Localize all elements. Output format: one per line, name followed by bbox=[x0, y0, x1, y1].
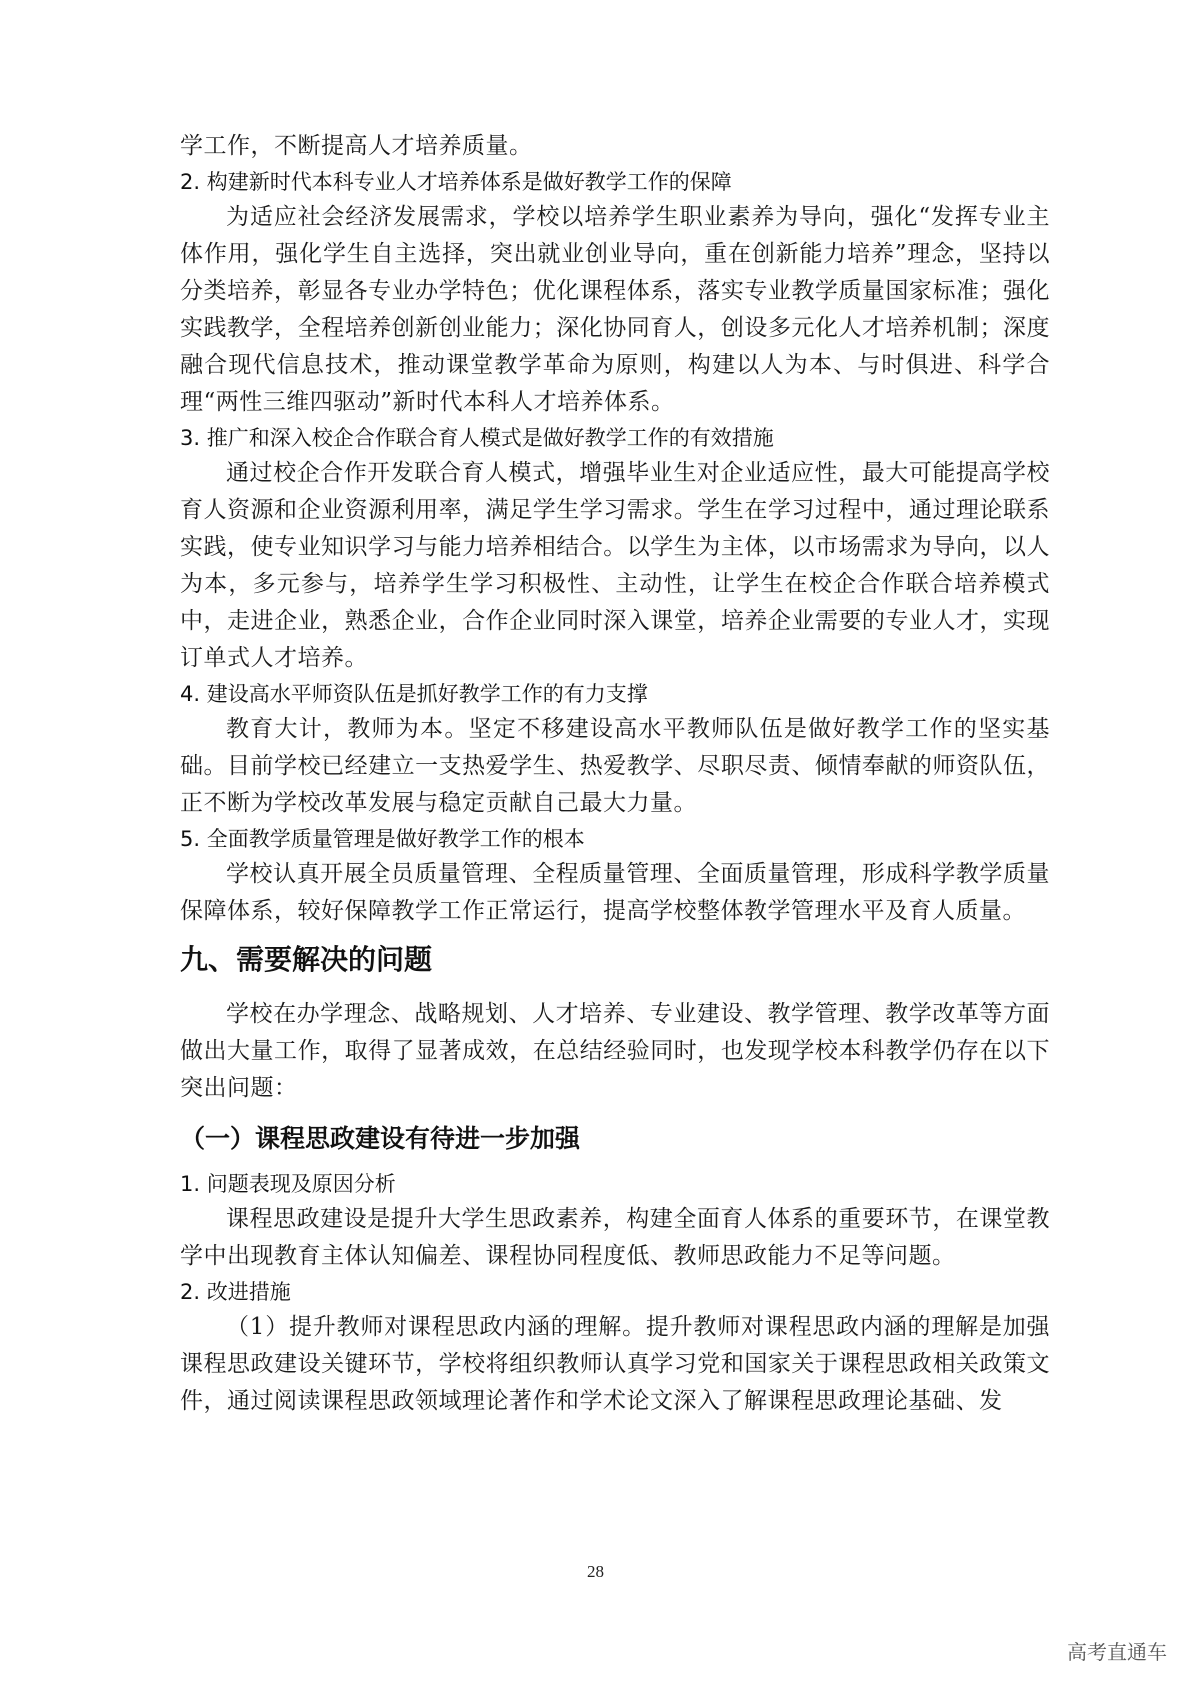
page-number: 28 bbox=[587, 1562, 604, 1581]
subheading-measure: 2. 改进措施 bbox=[180, 1280, 291, 1304]
paragraph-4: 教育大计，教师为本。坚定不移建设高水平教师队伍是做好教学工作的坚实基础。目前学校已经建立一支热爱学生、热爱教学、尽职尽责、倾情奉献的师资队伍，正不断为学校改革发展与稳定贡献自己最大力量。 bbox=[180, 716, 1050, 816]
subsection-heading-1: （一）课程思政建设有待进一步加强 bbox=[180, 1124, 581, 1153]
watermark-text: 高考直通车 bbox=[1067, 1640, 1167, 1664]
paragraph-continuation: 学工作，不断提高人才培养质量。 bbox=[180, 133, 533, 159]
document-body bbox=[180, 128, 1050, 1420]
subheading-3: 3. 推广和深入校企合作联合育人模式是做好教学工作的有效措施 bbox=[180, 426, 774, 450]
section-heading-9: 九、需要解决的问题 bbox=[180, 943, 433, 976]
paragraph-9: 学校在办学理念、战略规划、人才培养、专业建设、教学管理、教学改革等方面做出大量工作，取得了显著成效，在总结经验同时，也发现学校本科教学仍存在以下突出问题： bbox=[180, 1001, 1050, 1101]
paragraph-5: 学校认真开展全员质量管理、全程质量管理、全面质量管理，形成科学教学质量保障体系，较好保障教学工作正常运行，提高学校整体教学管理水平及育人质量。 bbox=[180, 861, 1050, 924]
paragraph-problem: 课程思政建设是提升大学生思政素养，构建全面育人体系的重要环节，在课堂教学中出现教育主体认知偏差、课程协同程度低、教师思政能力不足等问题。 bbox=[180, 1206, 1050, 1269]
paragraph-3: 通过校企合作开发联合育人模式，增强毕业生对企业适应性，最大可能提高学校育人资源和企业资源利用率，满足学生学习需求。学生在学习过程中，通过理论联系实践，使专业知识学习与能力培养相结合。以学生为主体，以市场需求为导向，以人为本，多元参与，培养学生学习积极性、主动性，让学生在校企合作联合培养模式中，走进企业，熟悉企业，合作企业同时深入课堂，培养企业需要的专业人才，实现订单式人才培养。 bbox=[180, 460, 1050, 671]
subheading-problem: 1. 问题表现及原因分析 bbox=[180, 1172, 396, 1196]
subheading-2: 2. 构建新时代本科专业人才培养体系是做好教学工作的保障 bbox=[180, 170, 732, 194]
paragraph-measure: （1）提升教师对课程思政内涵的理解。提升教师对课程思政内涵的理解是加强课程思政建设关键环节，学校将组织教师认真学习党和国家关于课程思政相关政策文件，通过阅读课程思政领域理论著作和学术论文深入了解课程思政理论基础、发 bbox=[180, 1314, 1050, 1414]
subheading-5: 5. 全面教学质量管理是做好教学工作的根本 bbox=[180, 827, 585, 851]
paragraph-2: 为适应社会经济发展需求，学校以培养学生职业素养为导向，强化“发挥专业主体作用，强化学生自主选择，突出就业创业导向，重在创新能力培养”理念，坚持以分类培养，彰显各专业办学特色；优化课程体系，落实专业教学质量国家标准；强化实践教学，全程培养创新创业能力；深化协同育人，创设多元化人才培养机制；深度融合现代信息技术，推动课堂教学革命为原则，构建以人为本、与时俱进、科学合理“两性三维四驱动”新时代本科人才培养体系。 bbox=[180, 204, 1050, 415]
subheading-4: 4. 建设高水平师资队伍是抓好教学工作的有力支撑 bbox=[180, 682, 648, 706]
